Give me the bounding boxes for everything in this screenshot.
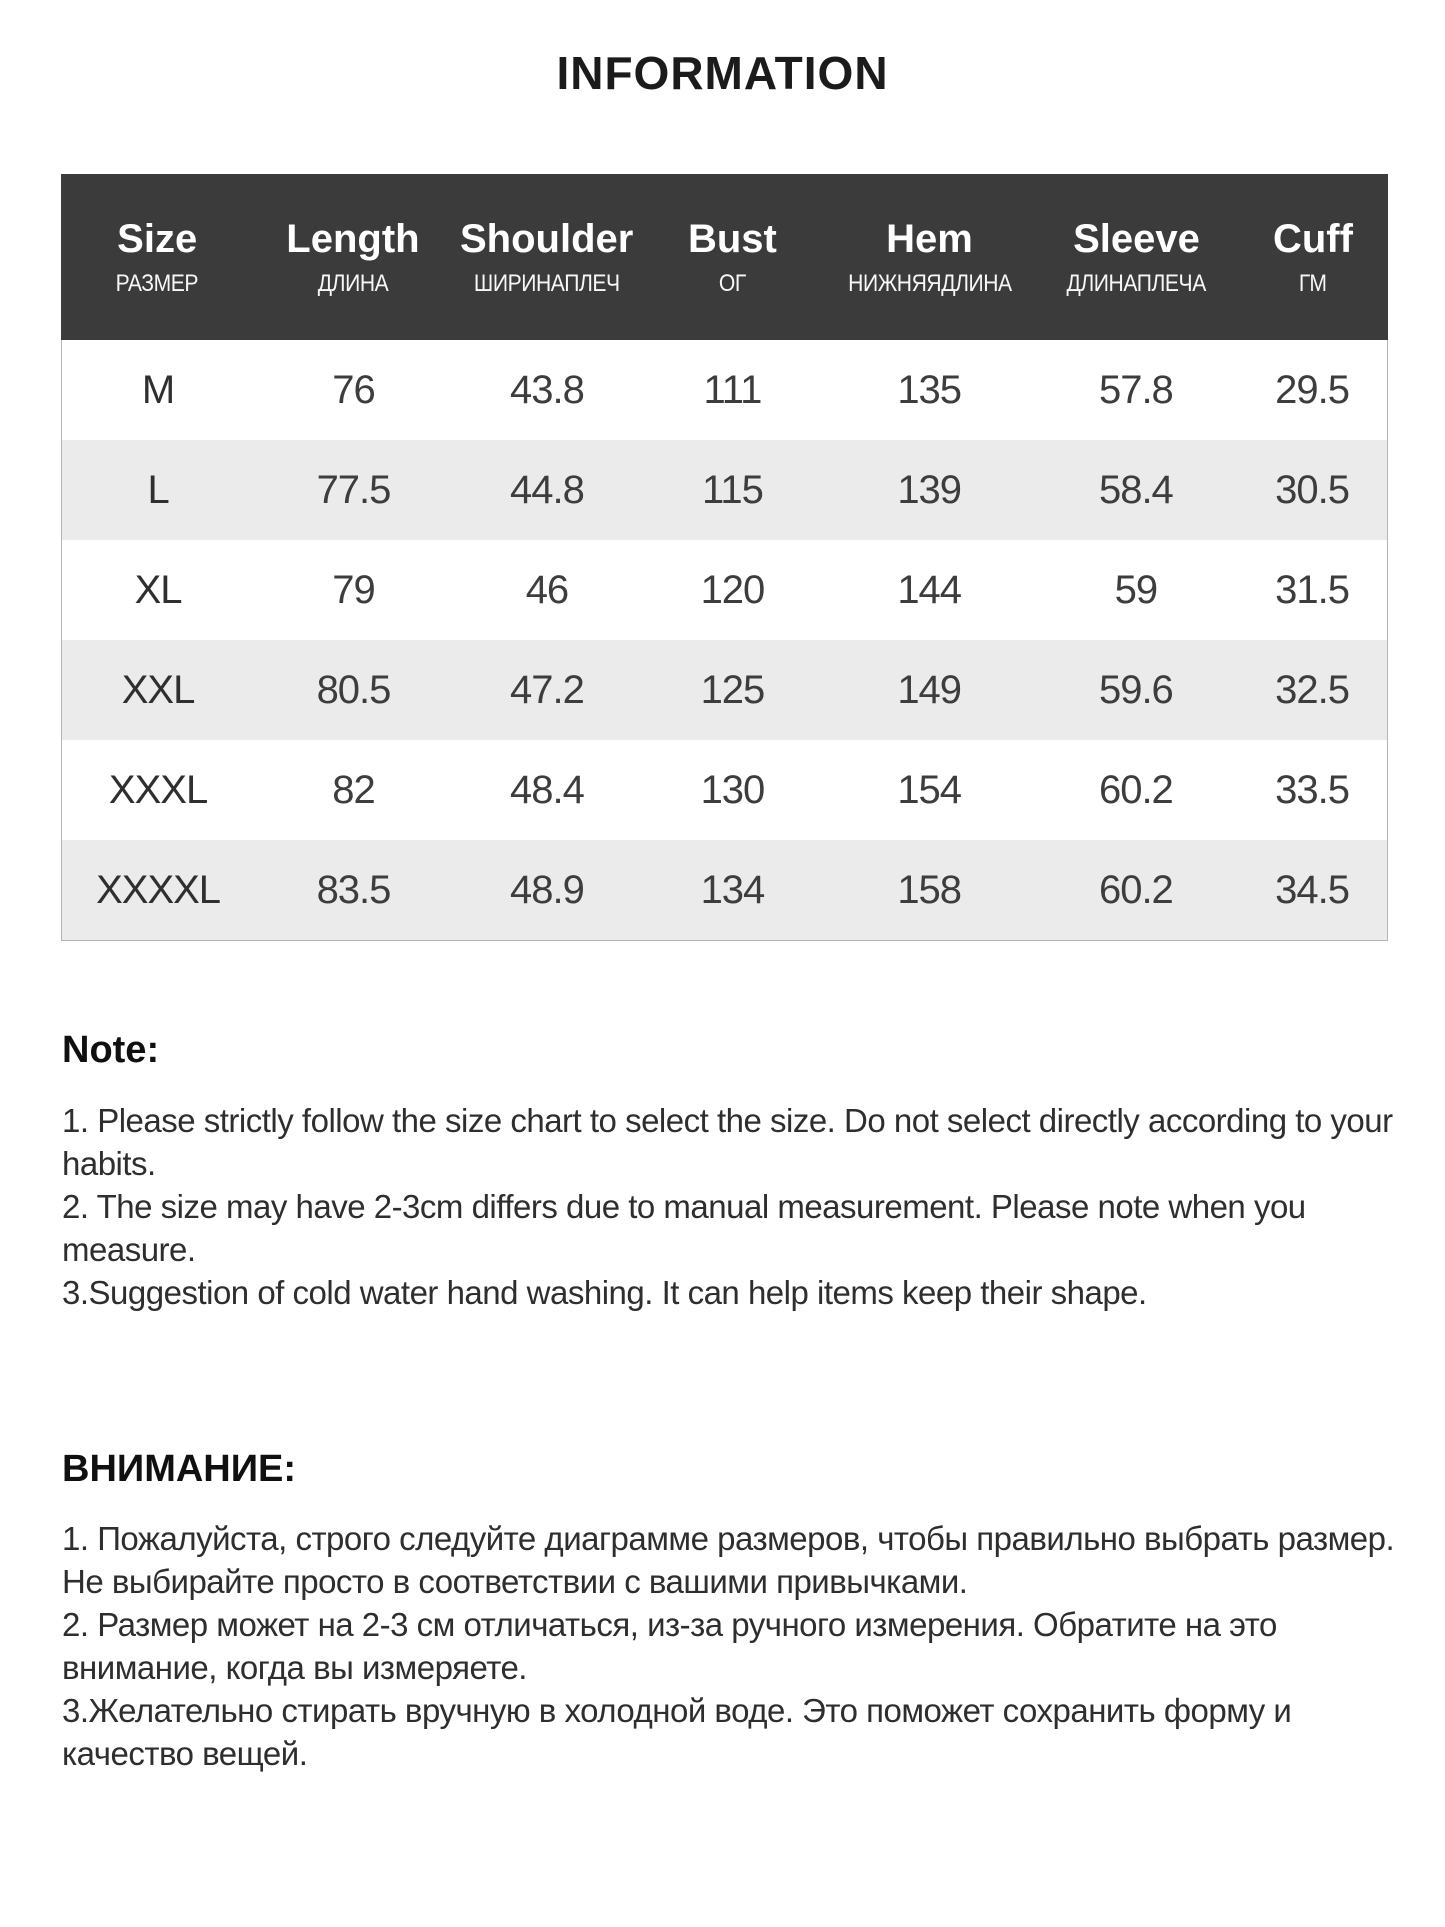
measurement-cell: 60.2 [1098,767,1173,812]
measurement-cell: 158 [897,867,962,912]
column-header-hem [824,174,1035,340]
size-row-xl [62,540,1387,640]
column-header-sleeve-ru: ДЛИНАПЛЕЧА [1066,269,1207,297]
measurement-cell: 59 [1114,567,1158,612]
column-header-bust-en: Bust [687,216,777,261]
measurement-cell: 59.6 [1098,667,1173,712]
measurement-cell: 34.5 [1275,867,1350,912]
attention-heading: ВНИМАНИЕ: [62,1447,297,1490]
size-cell: XL [134,567,182,612]
measurement-cell: 134 [700,867,765,912]
size-cell: L [147,467,169,512]
attention-section [62,1448,1397,1776]
measurement-cell: 48.9 [510,867,584,912]
column-header-hem-ru: НИЖНЯЯДЛИНА [847,269,1012,297]
note-heading: Note: [62,1029,160,1071]
measurement-cell: 46 [525,567,569,612]
measurement-cell: 79 [332,567,375,612]
measurement-cell: 135 [897,367,962,412]
column-header-bust-ru: ОГ [718,269,746,297]
size-chart-table [61,174,1388,941]
attention-text-block [62,1517,1397,1775]
column-header-length [253,174,452,340]
measurement-cell: 130 [700,767,765,812]
size-row-m [62,340,1387,440]
column-header-size-en: Size [117,216,198,261]
column-header-size-ru: РАЗМЕР [115,269,199,297]
measurement-cell: 144 [897,567,962,612]
measurement-cell: 32.5 [1275,667,1350,712]
attention-item-3: 3.Желательно стирать вручную в холодной воде. Это поможет сохранить форму и качество вещей. [62,1692,1292,1773]
measurement-cell: 125 [700,667,765,712]
size-row-l [62,440,1387,540]
measurement-cell: 58.4 [1098,467,1173,512]
note-section [62,1029,1397,1314]
measurement-cell: 33.5 [1275,767,1350,812]
measurement-cell: 120 [700,567,765,612]
size-cell: XXXL [108,767,208,812]
size-cell: M [141,367,175,412]
measurement-cell: 115 [702,467,763,512]
note-item-3: 3.Suggestion of cold water hand washing. It can help items keep their shape. [62,1273,1147,1311]
size-row-xxl [62,640,1387,740]
note-item-2: 2. The size may have 2-3cm differs due to manual measurement. Please note when you measure. [62,1187,1306,1268]
column-header-sleeve-en: Sleeve [1073,216,1200,261]
column-header-sleeve [1035,174,1238,340]
measurement-cell: 77.5 [316,467,391,512]
measurement-cell: 47.2 [510,667,584,712]
size-chart-body [61,340,1388,941]
measurement-cell: 82 [332,767,375,812]
measurement-cell: 57.8 [1098,367,1173,412]
measurement-cell: 111 [703,367,762,412]
note-text-block [62,1099,1397,1314]
size-row-xxxl [62,740,1387,840]
note-item-1: 1. Please strictly follow the size chart to select the size. Do not select directly according to your habits. [62,1101,1393,1182]
column-header-cuff-en: Cuff [1272,216,1353,261]
attention-item-2: 2. Размер может на 2-3 см отличаться, из-за ручного измерения. Обратите на это внимание, когда вы измеряете. [62,1606,1277,1687]
measurement-cell: 43.8 [510,367,584,412]
column-header-shoulder-ru: ШИРИНАПЛЕЧ [473,269,620,297]
measurement-cell: 76 [332,367,375,412]
column-header-size [61,174,253,340]
measurement-cell: 149 [897,667,962,712]
measurement-cell: 60.2 [1098,867,1173,912]
measurement-cell: 80.5 [316,667,391,712]
size-row-xxxxl [62,840,1387,940]
column-header-shoulder-en: Shoulder [459,216,634,261]
measurement-cell: 31.5 [1275,567,1350,612]
column-header-hem-en: Hem [886,216,973,261]
column-header-shoulder [452,174,640,340]
size-chart-header-row [61,174,1388,340]
column-header-length-en: Length [286,216,420,261]
measurement-cell: 48.4 [510,767,584,812]
page-title: INFORMATION [556,47,889,99]
column-header-length-ru: ДЛИНА [317,269,389,297]
size-cell: XXXXL [96,867,221,912]
column-header-bust [641,174,824,340]
column-header-cuff-ru: ГМ [1299,269,1327,297]
column-header-cuff [1238,174,1388,340]
measurement-cell: 139 [897,467,962,512]
measurement-cell: 30.5 [1275,467,1350,512]
measurement-cell: 154 [897,767,962,812]
measurement-cell: 44.8 [510,467,584,512]
attention-item-1: 1. Пожалуйста, строго следуйте диаграмме размеров, чтобы правильно выбрать размер. Не выбирайте просто в соответствии с вашими привычками. [62,1520,1395,1601]
measurement-cell: 29.5 [1275,367,1350,412]
size-cell: XXL [121,667,195,712]
measurement-cell: 83.5 [316,867,391,912]
